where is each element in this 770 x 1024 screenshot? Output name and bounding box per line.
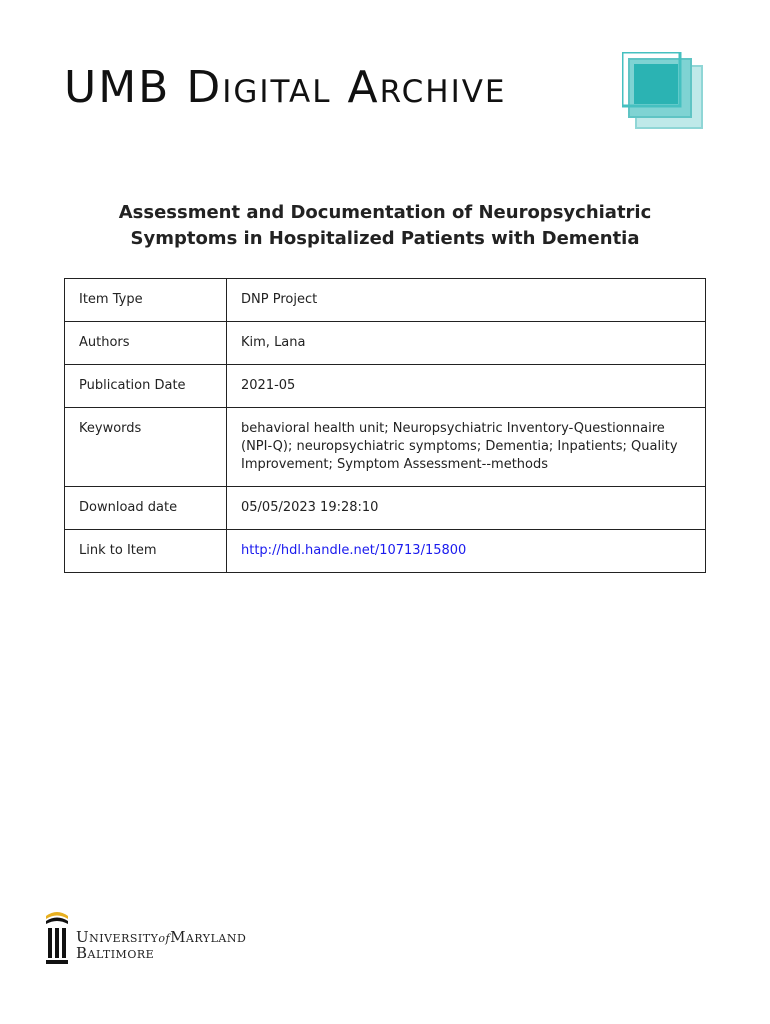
keywords-label: Keywords xyxy=(65,408,227,487)
item-type-label: Item Type xyxy=(65,279,227,322)
keywords-value: behavioral health unit; Neuropsychiatric Inventory-Questionnaire (NPI-Q); neuropsychiatric symptoms; Dementia; Inpatients; Quality Improvement; Symptom Assessment--methods xyxy=(227,408,706,487)
table-row xyxy=(65,530,706,573)
umb-logo xyxy=(44,908,284,968)
authors-value: Kim, Lana xyxy=(227,322,706,365)
umb-logo-word-university: University xyxy=(76,928,159,946)
publication-date-label: Publication Date xyxy=(65,365,227,408)
table-row xyxy=(65,487,706,530)
umb-columns-icon xyxy=(44,908,70,968)
link-to-item-cell xyxy=(227,530,706,573)
item-type-value: DNP Project xyxy=(227,279,706,322)
download-date-label: Download date xyxy=(65,487,227,530)
table-row xyxy=(65,408,706,487)
metadata-table xyxy=(64,278,706,573)
link-to-item-label: Link to Item xyxy=(65,530,227,573)
download-date-value: 05/05/2023 19:28:10 xyxy=(227,487,706,530)
table-row xyxy=(65,322,706,365)
item-link[interactable]: http://hdl.handle.net/10713/15800 xyxy=(241,543,467,558)
stacked-squares-icon xyxy=(622,52,706,132)
umb-logo-word-of: of xyxy=(158,932,171,945)
archive-header xyxy=(64,58,714,138)
table-row xyxy=(65,279,706,322)
archive-title: UMB Digital Archive xyxy=(64,62,507,113)
umb-logo-line2: Baltimore xyxy=(76,944,155,962)
authors-label: Authors xyxy=(65,322,227,365)
document-title: Assessment and Documentation of Neuropsychiatric Symptoms in Hospitalized Patients with Dementia xyxy=(118,202,652,249)
publication-date-value: 2021-05 xyxy=(227,365,706,408)
table-row xyxy=(65,365,706,408)
umb-logo-word-maryland: Maryland xyxy=(170,928,247,946)
